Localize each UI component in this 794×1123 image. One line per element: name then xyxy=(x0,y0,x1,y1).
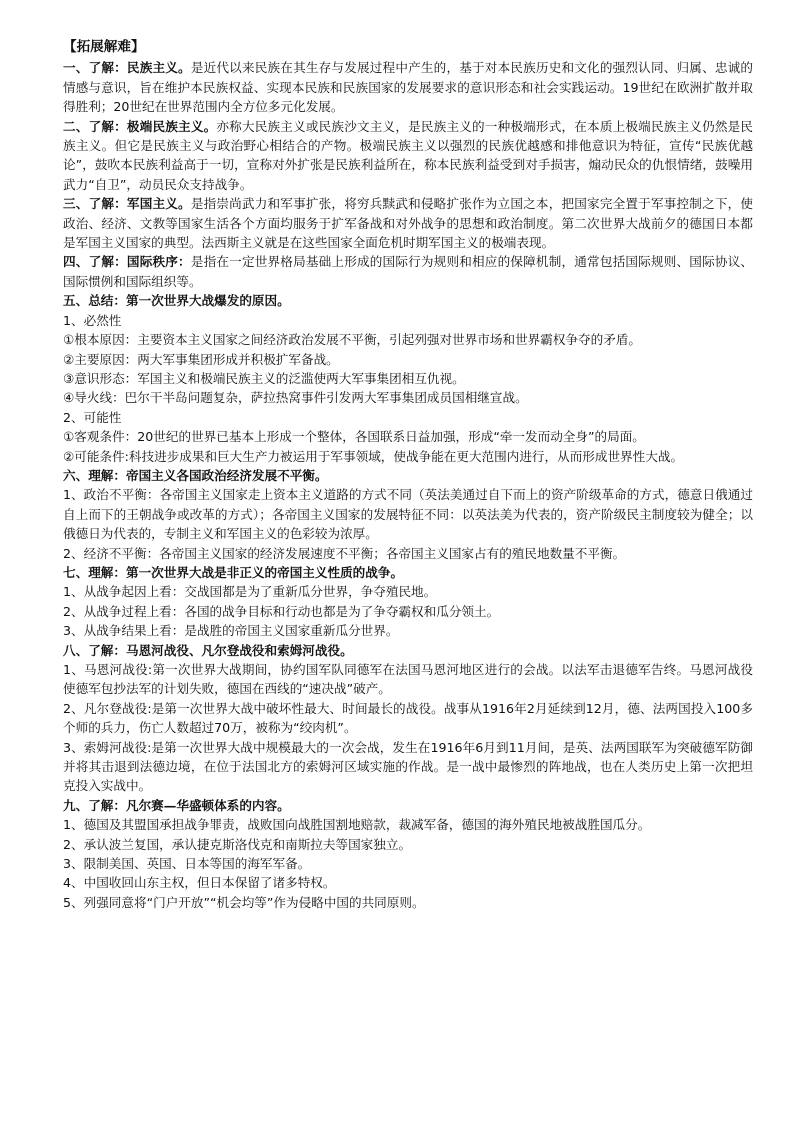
document-title: 【拓展解难】 xyxy=(63,39,145,55)
document-page xyxy=(63,38,753,912)
list-item: 3、从战争结果上看：是战胜的帝国主义国家重新瓜分世界。 xyxy=(63,623,399,639)
list-item: 2、从战争过程上看：各国的战争目标和行动也都是为了争夺霸权和瓜分领土。 xyxy=(63,603,500,619)
section-heading: 四、了解：国际秩序： xyxy=(63,254,191,270)
section-extreme-nationalism xyxy=(63,117,753,195)
list-item: ①根本原因：主要资本主义国家之间经济政治发展不平衡，引起列强对世界市场和世界霸权争夺的矛盾。 xyxy=(63,332,642,348)
list-item: 1、从战争起因上看：交战国都是为了重新瓜分世界，争夺殖民地。 xyxy=(63,584,437,600)
subheading-necessity: 1、必然性 xyxy=(63,312,122,328)
list-item: ④导火线：巴尔干半岛问题复杂，萨拉热窝事件引发两大军事集团成员国相继宣战。 xyxy=(63,390,528,406)
section-militarism xyxy=(63,194,753,252)
list-item: 1、马恩河战役:第一次世界大战期间，协约国军队同德军在法国马恩河地区进行的会战。以法军击退德军告终。马恩河战役使德军包抄法军的计划失败，德国在西线的“速决战”破产。 xyxy=(63,662,753,697)
section-heading-versailles-washington: 九、了解：凡尔赛—华盛顿体系的内容。 xyxy=(63,797,290,813)
section-heading-imbalance: 六、理解：帝国主义各国政治经济发展不平衡。 xyxy=(63,467,328,483)
section-body: 亦称大民族主义或民族沙文主义，是民族主义的一种极端形式，在本质上极端民族主义仍然是民族主义。但它是民族主义与政治野心相结合的产物。极端民族主义以强烈的民族优越感和排他意识为特征，宣传“民族优越论”，鼓吹本民族利益高于一切，宣称对外扩张是民族利益所在，称本民族利益受到对手损害，煽动民众的仇恨情绪，鼓噪用武力“自卫”，动员民众支持战争。 xyxy=(63,118,753,192)
section-heading-ww1-causes: 五、总结：第一次世界大战爆发的原因。 xyxy=(63,293,290,309)
list-item: ②可能条件:科技进步成果和巨大生产力被运用于军事领域，使战争能在更大范围内进行，从而形成世界性大战。 xyxy=(63,448,684,464)
section-body: 是近代以来民族在其生存与发展过程中产生的，基于对本民族历史和文化的强烈认同、归属、忠诚的情感与意识，旨在维护本民族权益、实现本民族和民族国家的发展要求的意识形态和社会实践运动。19世纪在欧洲扩散并取得胜利；20世纪在世界范围内全方位多元化发展。 xyxy=(63,60,753,115)
list-item: ①客观条件：20世纪的世界已基本上形成一个整体，各国联系日益加强，形成“牵一发而动全身”的局面。 xyxy=(63,429,645,445)
list-item: 4、中国收回山东主权，但日本保留了诸多特权。 xyxy=(63,875,336,891)
list-item: ③意识形态：军国主义和极端民族主义的泛滥使两大军事集团相互仇视。 xyxy=(63,370,465,386)
section-international-order xyxy=(63,252,753,291)
list-item: 2、凡尔登战役:是第一次世界大战中破坏性最大、时间最长的战役。战事从1916年2月延续到12月，德、法两国投入100多个师的兵力，伤亡人数超过70万，被称为“绞肉机”。 xyxy=(63,700,753,736)
list-item: 2、经济不平衡：各帝国主义国家的经济发展速度不平衡；各帝国主义国家占有的殖民地数量不平衡。 xyxy=(63,545,626,561)
section-heading-battles: 八、了解：马恩河战役、凡尔登战役和索姆河战役。 xyxy=(63,642,353,658)
section-heading: 一、了解：民族主义。 xyxy=(63,60,191,76)
list-item: 1、德国及其盟国承担战争罪责，战败国向战胜国割地赔款，裁减军备，德国的海外殖民地被战胜国瓜分。 xyxy=(63,817,651,833)
section-nationalism xyxy=(63,58,753,116)
list-item: ②主要原因：两大军事集团形成并积极扩军备战。 xyxy=(63,351,339,367)
section-heading: 二、了解：极端民族主义。 xyxy=(63,118,217,134)
subheading-possibility: 2、可能性 xyxy=(63,409,122,425)
list-item: 2、承认波兰复国，承认捷克斯洛伐克和南斯拉夫等国家独立。 xyxy=(63,836,412,852)
list-item: 5、列强同意将“门户开放”“机会均等”作为侵略中国的共同原则。 xyxy=(63,894,425,910)
section-heading: 三、了解：军国主义。 xyxy=(63,196,191,212)
section-heading-war-nature: 七、理解：第一次世界大战是非正义的帝国主义性质的战争。 xyxy=(63,564,404,580)
list-item: 1、政治不平衡：各帝国主义国家走上资本主义道路的方式不同（英法美通过自下而上的资产阶级革命的方式，德意日俄通过自上而下的王朝战争或改革的方式）；各帝国主义国家的发展特征不同：以英法美为代表的，资产阶级民主制度较为健全；以俄德日为代表的，专制主义和军国主义的色彩较为浓厚。 xyxy=(63,487,753,542)
list-item: 3、索姆河战役:是第一次世界大战中规模最大的一次会战，发生在1916年6月到11月间，是英、法两国联军为突破德军防御并将其击退到法德边境，在位于法国北方的索姆河区域实施的作战。是一战中最惨烈的阵地战，也在人类历史上第一次把坦克投入实战中。 xyxy=(63,739,753,794)
list-item: 3、限制美国、英国、日本等国的海军军备。 xyxy=(63,856,311,872)
section-body: 是指在一定世界格局基础上形成的国际行为规则和相应的保障机制，通常包括国际规则、国际协议、国际惯例和国际组织等。 xyxy=(63,254,753,289)
section-body: 是指崇尚武力和军事扩张，将穷兵黩武和侵略扩张作为立国之本，把国家完全置于军事控制之下，使政治、经济、文教等国家生活各个方面均服务于扩军备战和对外战争的思想和政治制度。第二次世界大战前夕的德国日本都是军国主义国家的典型。法西斯主义就是在这些国家全面危机时期军国主义的极端表现。 xyxy=(63,196,753,251)
